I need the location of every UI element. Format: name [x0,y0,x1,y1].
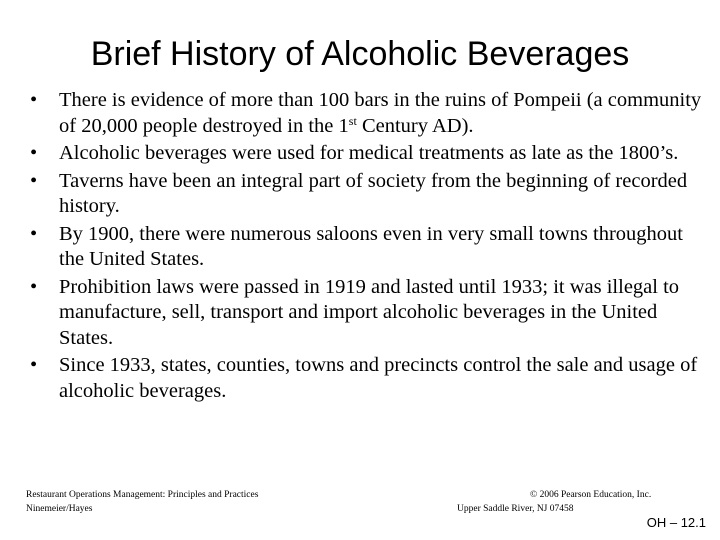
bullet-text: Taverns have been an integral part of society from the beginning of recorded history. [59,169,688,217]
bullet-list [30,88,710,406]
slide-title: Brief History of Alcoholic Beverages [90,35,630,73]
footer-book-info [26,488,258,516]
bullet-text: Prohibition laws were passed in 1919 and lasted until 1933; it was illegal to manufacture, sell, transport and import alcoholic beverages in the United States. [59,275,680,349]
footer-book-title: Restaurant Operations Management: Principles and Practices [26,490,259,500]
footer-publisher-info [457,488,651,516]
slide-number: OH – 12.1 [646,515,706,530]
footer-authors: Ninemeier/Hayes [26,504,93,514]
bullet-dot: • [30,275,38,298]
bullet-item [30,222,710,273]
bullet-item [30,169,710,220]
bullet-text: Alcoholic beverages were used for medical treatments as late as the 1800’s. [59,142,679,164]
footer-copyright: © 2006 Pearson Education, Inc. [530,490,652,500]
ordinal-suffix: st [348,113,357,128]
bullet-item [30,275,710,352]
bullet-dot: • [30,142,38,164]
bullet-text-end: Century AD). [356,114,474,137]
bullet-dot: • [30,89,38,111]
bullet-item [30,141,710,167]
bullet-dot: • [30,222,38,245]
bullet-dot: • [30,169,38,192]
bullet-text: By 1900, there were numerous saloons even in very small towns throughout the United States. [59,222,683,270]
bullet-text: Since 1933, states, counties, towns and precincts control the sale and usage of alcoholic beverages. [59,354,698,402]
bullet-item [30,88,710,139]
bullet-dot: • [30,354,38,376]
bullet-text: There is evidence of more than 100 bars in the ruins of Pompeii (a community of 20,000 people destroyed in the 1 [59,89,702,137]
bullet-item [30,353,710,404]
footer-location: Upper Saddle River, NJ 07458 [457,504,574,514]
